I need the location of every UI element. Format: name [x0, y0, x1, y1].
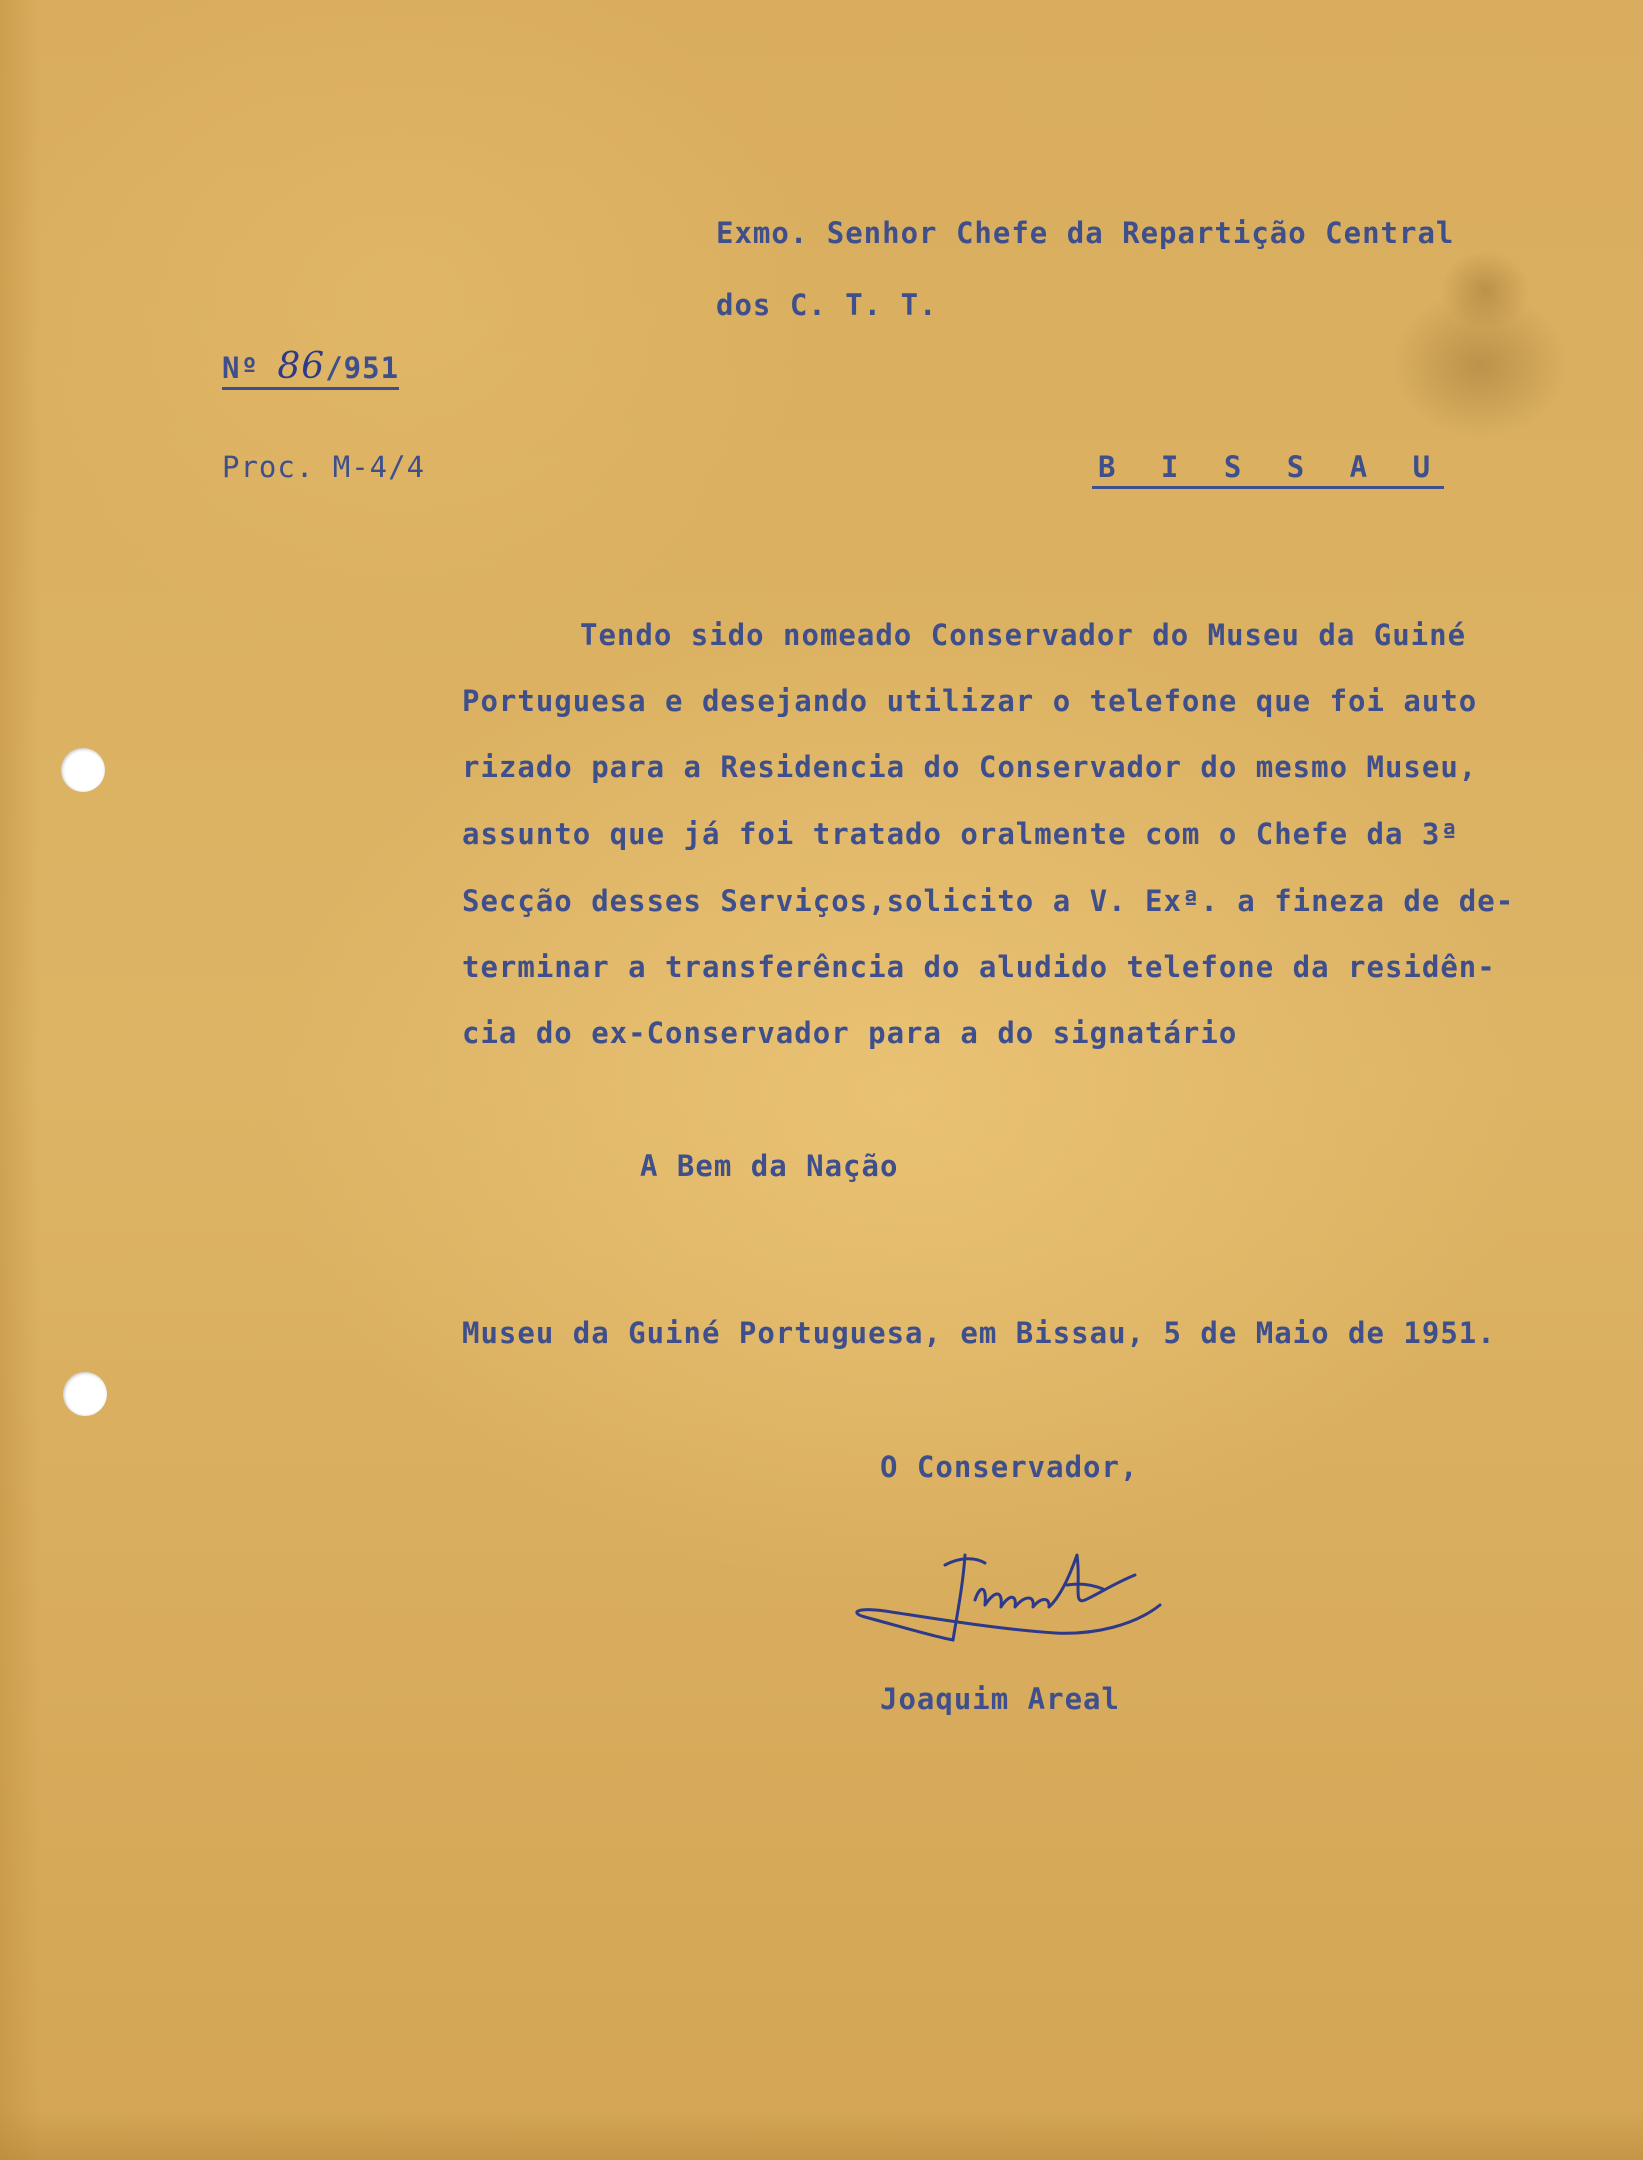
reference-prefix: Nº [222, 351, 259, 385]
process-reference: Proc. M-4/4 [222, 450, 426, 484]
body-line-2: Portuguesa e desejando utilizar o telefone que foi auto [462, 684, 1478, 718]
signatory-role: O Conservador, [880, 1450, 1139, 1484]
body-line-4: assunto que já foi tratado oralmente com o Chefe da 3ª [462, 817, 1459, 851]
handwritten-signature [845, 1545, 1185, 1665]
place-and-date: Museu da Guiné Portuguesa, em Bissau, 5 de Maio de 1951. [462, 1316, 1496, 1350]
signatory-name: Joaquim Areal [880, 1682, 1120, 1716]
punch-hole-top [61, 748, 105, 792]
body-line-7: cia do ex-Conservador para a do signatário [462, 1016, 1238, 1050]
city-heading [1092, 450, 1444, 484]
reference-year: /951 [325, 351, 400, 385]
recipient-line-1: Exmo. Senhor Chefe da Repartição Central [716, 216, 1455, 250]
recipient-line-2: dos C. T. T. [716, 288, 938, 322]
body-line-3: rizado para a Residencia do Conservador do mesmo Museu, [462, 750, 1478, 784]
body-line-6: terminar a transferência do aludido telefone da residên- [462, 950, 1496, 984]
closing-phrase: A Bem da Nação [640, 1149, 899, 1183]
body-line-1: Tendo sido nomeado Conservador do Museu da Guiné [580, 618, 1467, 652]
punch-hole-bottom [63, 1372, 107, 1416]
city-heading-text: B I S S A U [1092, 450, 1444, 489]
reference-handwritten-number: 86 [277, 346, 326, 387]
reference-number [222, 346, 399, 387]
body-line-5: Secção desses Serviços,solicito a V. Exª. a fineza de de- [462, 884, 1515, 918]
paper-stain [1440, 250, 1530, 330]
